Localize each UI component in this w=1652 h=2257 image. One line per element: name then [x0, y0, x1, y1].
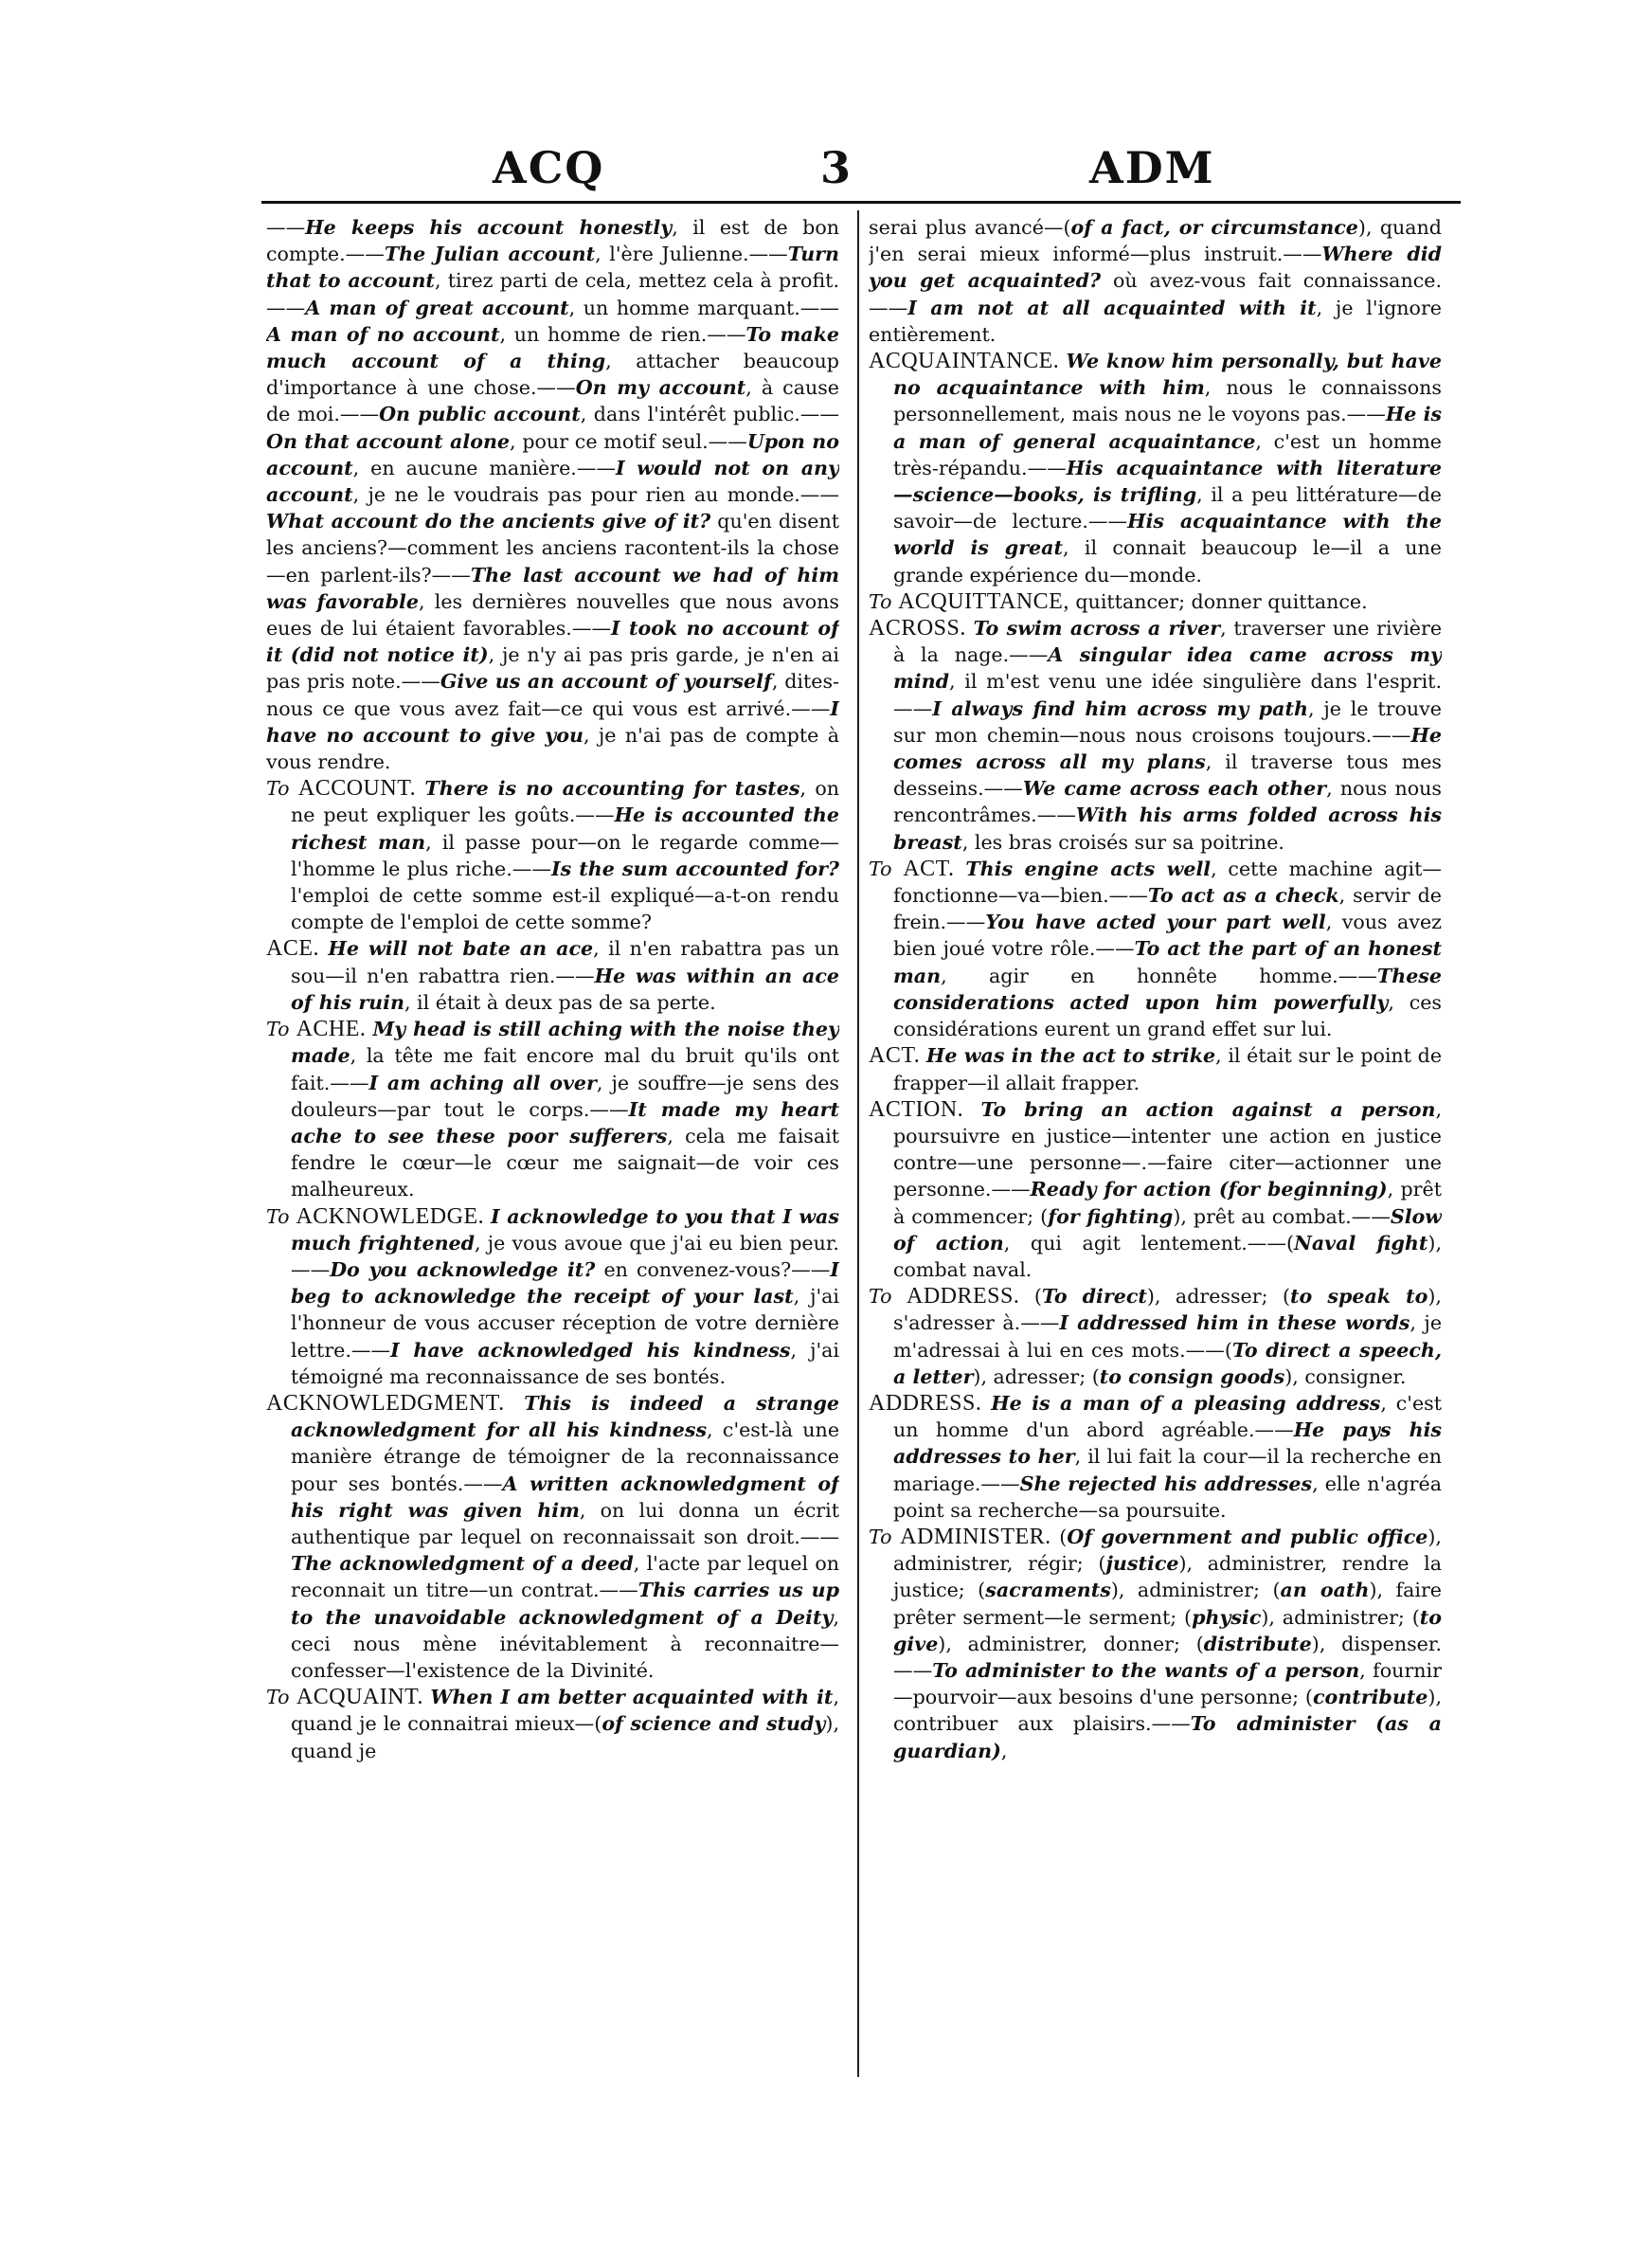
- dictionary-entry: [266, 775, 839, 935]
- dictionary-entry: [266, 1684, 839, 1764]
- right-column: [869, 214, 1442, 2071]
- entry-text: This engine acts well, cette machine agit—fonctionne—va—bien.——To act as a check, servir de frein.——You have acted your part well, vous avez bien joué votre rôle.——To act the part of an honest man, agir en honnête homme.——These considerations acted upon him powerfully, ces considérations eurent un grand effet sur lui.: [893, 857, 1442, 1041]
- entry-headword: ACKNOWLEDGE.: [296, 1203, 485, 1229]
- dictionary-entry: [869, 856, 1442, 1042]
- dictionary-entry: [266, 935, 839, 1016]
- dictionary-entry: [869, 1096, 1442, 1283]
- entry-prefix: To: [869, 857, 904, 880]
- page-number: 3: [820, 142, 853, 193]
- entry-prefix: To: [266, 1018, 296, 1041]
- dictionary-entry: [266, 1203, 839, 1390]
- entry-text: He is a man of a pleasing address, c'est un homme d'un abord agréable.——He pays his addresses to her, il lui fait la cour—il la recherche en mariage.——She rejected his addresses, elle n'agréa point sa recherche—sa poursuite.: [893, 1391, 1442, 1522]
- entry-text: To swim across a river, traverser une rivière à la nage.——A singular idea came across my mind, il m'est venu une idée singulière dans l'esprit.——I always find him across my path, je le trouve sur mon chemin—nous nous croisons toujours.——He comes across all my plans, il traverse tous mes desseins.——We came across each other, nous nous rencontrâmes.——With his arms folded across his breast, les bras croisés sur sa poitrine.: [893, 617, 1442, 854]
- entry-text: My head is still aching with the noise they made, la tête me fait encore mal du bruit qu'ils ont fait.——I am aching all over, je souffre—je sens des douleurs—par tout le corps.——It made my heart ache to see these poor sufferers, cela me faisait fendre le cœur—le cœur me saignait—de voir ces malheureux.: [291, 1018, 839, 1201]
- dictionary-entry: [266, 1016, 839, 1202]
- entry-text: quittancer; donner quittance.: [1068, 589, 1368, 613]
- dictionary-entry: [869, 615, 1442, 856]
- entry-text: He was in the act to strike, il était sur le point de frapper—il allait frapper.: [893, 1044, 1442, 1094]
- entry-text: ——He keeps his account honestly, il est de bon compte.——The Julian account, l'ère Julienne.——Turn that to account, tirez parti de cela, mettez cela à profit.——A man of great account, un homme marquant.——A man of no account, un homme de rien.——To make much account of a thing, attacher beaucoup d'importance à une chose.——On my account, à cause de moi.——On public account, dans l'intérêt public.——On that account alone, pour ce motif seul.——Upon no account, en aucune manière.——I would not on any account, je ne le voudrais pas pour rien au monde.——What account do the ancients give of it? qu'en disent les anciens?—comment les anciens racontent-ils la chose—en parlent-ils?——The last account we had of him was favorable, les dernières nouvelles que nous avons eues de lui étaient favorables.——I took no account of it (did not notice it), je n'y ai pas pris garde, je n'en ai pas pris note.——Give us an account of yourself, dites-nous ce que vous avez fait—ce qui vous est arrivé.——I have no account to give you, je n'ai pas de compte à vous rendre.: [266, 216, 839, 774]
- entry-text: There is no accounting for tastes, on ne peut expliquer les goûts.——He is accounted the richest man, il passe pour—on le regarde comme—l'homme le plus riche.——Is the sum accounted for? l'emploi de cette somme est-il expliqué—a-t-on rendu compte de l'emploi de cette somme?: [291, 777, 839, 934]
- entry-text: I acknowledge to you that I was much frightened, je vous avoue que j'ai eu bien peur.——Do you acknowledge it? en convenez-vous?——I beg to acknowledge the receipt of your last, j'ai l'honneur de vous accuser réception de votre dernière lettre.——I have acknowledged his kindness, j'ai témoigné ma reconnaissance de ses bontés.: [291, 1204, 839, 1388]
- entry-headword: ACTION.: [869, 1096, 964, 1122]
- dictionary-entry: [869, 588, 1442, 615]
- left-column: [266, 214, 839, 2071]
- entry-prefix: To: [266, 1204, 296, 1228]
- entry-headword: ACQUITTANCE,: [898, 588, 1069, 614]
- header-first-word: ACQ: [493, 142, 605, 193]
- entry-prefix: To: [869, 1285, 907, 1309]
- entry-headword: ACQUAINT.: [296, 1685, 423, 1710]
- column-divider: [857, 210, 859, 2077]
- entry-text: When I am better acquainted with it, quand je le connaitrai mieux—(of science and study), quand je: [291, 1686, 839, 1762]
- entry-headword: ACT.: [903, 856, 955, 881]
- header-rule: [261, 201, 1461, 204]
- dictionary-entry: [266, 1390, 839, 1684]
- dictionary-entry: [869, 1283, 1442, 1390]
- entry-text: We know him personally, but have no acquaintance with him, nous le connaissons personnellement, mais nous ne le voyons pas.——He is a man of general acquaintance, c'est un homme très-répandu.——His acquaintance with literature—science—books, is trifling, il a peu littérature—de savoir—de lecture.——His acquaintance with the world is great, il connait beaucoup le—il a une grande expérience du—monde.: [893, 350, 1442, 587]
- entry-text: To bring an action against a person, poursuivre en justice—intenter une action en justice contre—une personne—.—faire citer—actionner une personne.——Ready for action (for beginning), prêt à commencer; (for fighting), prêt au combat.——Slow of action, qui agit lentement.——(Naval fight), combat naval.: [893, 1097, 1442, 1281]
- entry-text: This is indeed a strange acknowledgment for all his kindness, c'est-là une manière étrange de témoigner de la reconnaissance pour ses bontés.——A written acknowledgment of his right was given him, on lui donna un écrit authentique par lequel on reconnaissait son droit.——The acknowledgment of a deed, l'acte par lequel on reconnait un titre—un contrat.——This carries us up to the unavoidable acknowledgment of a Deity, ceci nous mène inévitablement à reconnaitre—confesser—l'existence de la Divinité.: [291, 1391, 839, 1682]
- entry-prefix: To: [266, 777, 298, 801]
- entry-headword: ACHE.: [296, 1017, 367, 1042]
- dictionary-entry: [869, 1524, 1442, 1764]
- dictionary-entry: [869, 348, 1442, 588]
- dictionary-entry: [869, 1042, 1442, 1095]
- entry-prefix: To: [869, 589, 899, 613]
- entry-text: serai plus avancé—(of a fact, or circumstance), quand j'en serai mieux informé—plus instruit.——Where did you get acquainted? où avez-vous fait connaissance.——I am not at all acquainted with it, je l'ignore entièrement.: [869, 216, 1442, 346]
- entry-text: He will not bate an ace, il n'en rabattra pas un sou—il n'en rabattra rien.——He was within an ace of his ruin, il était à deux pas de sa perte.: [291, 937, 839, 1014]
- entry-continuation: [869, 214, 1442, 348]
- entry-continuation: [266, 214, 839, 775]
- entry-headword: ACCOUNT.: [297, 776, 417, 802]
- entry-text: (Of government and public office), administrer, régir; (justice), administrer, rendre la justice; (sacraments), administrer; (an oath), faire prêter serment—le serment; (physic), administrer; (to give), administrer, donner; (distribute), dispenser.——To administer to the wants of a person, fournir—pourvoir—aux besoins d'une personne; (contribute), contribuer aux plaisirs.——To administer (as a guardian),: [893, 1525, 1442, 1762]
- entry-text: (To direct), adresser; (to speak to), s'adresser à.——I addressed him in these words, je m'adressai à lui en ces mots.——(To direct a speech, a letter), adresser; (to consign goods), consigner.: [893, 1285, 1442, 1388]
- entry-prefix: To: [266, 1686, 296, 1709]
- entry-prefix: To: [869, 1525, 901, 1548]
- dictionary-entry: [869, 1390, 1442, 1524]
- entry-headword: ADDRESS.: [907, 1284, 1020, 1309]
- entry-headword: ACKNOWLEDGMENT.: [266, 1390, 505, 1416]
- entry-headword: ACE.: [266, 936, 319, 962]
- entry-headword: ACROSS.: [869, 616, 966, 641]
- header-last-word: ADM: [1089, 142, 1215, 193]
- entry-headword: ADDRESS.: [869, 1390, 982, 1416]
- entry-headword: ACT.: [869, 1043, 921, 1069]
- entry-headword: ACQUAINTANCE.: [869, 349, 1060, 374]
- entry-headword: ADMINISTER.: [900, 1524, 1051, 1549]
